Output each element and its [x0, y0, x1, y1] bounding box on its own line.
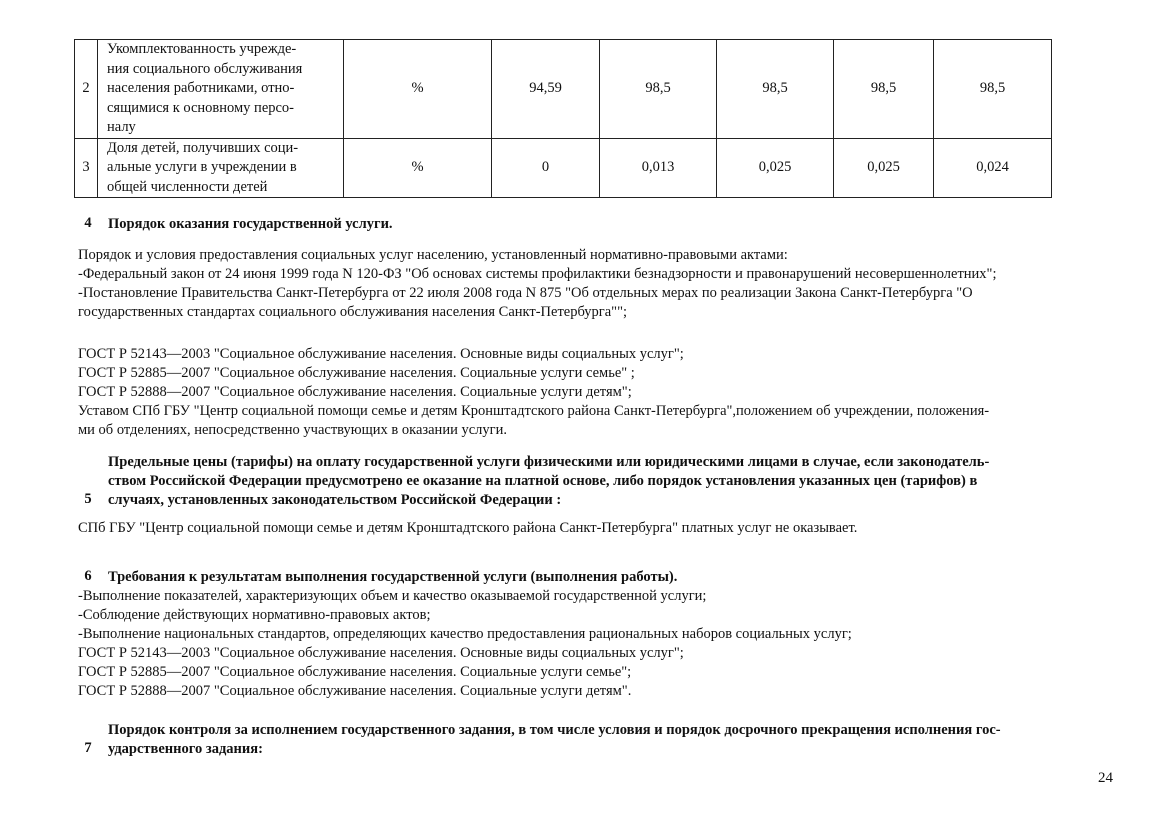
section-5-heading-line: ством Российской Федерации предусмотрено ее оказание на платной основе, либо порядок установления указанных цен (тарифов) в [108, 473, 978, 489]
desc-line: альные услуги в учреждении в [107, 159, 297, 175]
table-row [75, 138, 1052, 198]
value-cell: 98,5 [934, 40, 1052, 139]
indicator-description [98, 40, 344, 139]
section-4-line: государственных стандартах социального обслуживания населения Санкт-Петербурга""; [78, 304, 628, 320]
desc-line: Доля детей, получивших соци- [107, 139, 299, 156]
section-6-line: -Выполнение национальных стандартов, определяющих качество предоставления рациональных наборов социальных услуг; [78, 626, 852, 642]
section-4-line: -Федеральный закон от 24 июня 1999 года N 120-ФЗ "Об основах системы профилактики безнадзорности и правонарушений несовершеннолетних"; [78, 266, 997, 282]
page-number: 24 [1098, 770, 1113, 786]
section-6-heading: Требования к результатам выполнения государственной услуги (выполнения работы). [108, 569, 678, 585]
section-4-line: Уставом СПб ГБУ "Центр социальной помощи семье и детям Кронштадтского района Санкт-Петербурга",положением об учреждении, положения- [78, 403, 990, 419]
section-7-heading-line: ударственного задания: [108, 741, 263, 757]
value-cell: 0,025 [834, 138, 934, 198]
section-4-line: Порядок и условия предоставления социальных услуг населению, установленный нормативно-правовыми актами: [78, 247, 788, 263]
desc-line: ния социального обслуживания [107, 60, 303, 77]
section-4-number: 4 [84, 215, 92, 231]
section-4-line: -Постановление Правительства Санкт-Петербурга от 22 июля 2008 года N 875 "Об отдельных мерах по реализации Закона Санкт-Петербурга "О [78, 285, 973, 301]
section-4-line: ми об отделениях, непосредственно участвующих в оказании услуги. [78, 422, 507, 438]
desc-line: общей численности детей [107, 178, 268, 195]
section-6-number: 6 [84, 568, 92, 584]
section-5-heading-line: случаях, установленных законодательством Российской Федерации : [108, 492, 562, 508]
indicators-table [74, 39, 1052, 198]
section-5-text: СПб ГБУ "Центр социальной помощи семье и детям Кронштадтского района Санкт-Петербурга" платных услуг не оказывает. [78, 520, 858, 536]
desc-line: Укомплектованность учрежде- [107, 41, 297, 57]
value-cell: 0,024 [934, 138, 1052, 198]
section-5-number: 5 [84, 491, 92, 507]
value-cell: 0,025 [717, 138, 834, 198]
gost-line: ГОСТ Р 52888—2007 "Социальное обслуживание населения. Социальные услуги детям". [78, 683, 632, 699]
desc-line: налу [107, 119, 136, 135]
value-cell: 98,5 [834, 40, 934, 139]
section-4-heading: Порядок оказания государственной услуги. [108, 216, 393, 232]
value-cell: 98,5 [600, 40, 717, 139]
indicator-description [98, 138, 344, 198]
value-cell: 94,59 [492, 40, 600, 139]
table-row [75, 40, 1052, 139]
section-6-line: -Выполнение показателей, характеризующих объем и качество оказываемой государственной услуги; [78, 588, 707, 604]
unit-cell: % [344, 40, 492, 139]
desc-line: населения работниками, отно- [107, 80, 295, 96]
gost-line: ГОСТ Р 52888—2007 "Социальное обслуживание населения. Социальные услуги детям"; [78, 384, 632, 400]
desc-line: сящимися к основному персо- [107, 99, 295, 116]
unit-cell: % [344, 138, 492, 198]
section-7-number: 7 [84, 740, 92, 756]
section-6-line: -Соблюдение действующих нормативно-правовых актов; [78, 607, 431, 623]
section-5-heading-line: Предельные цены (тарифы) на оплату государственной услуги физическими или юридическими лицами в случае, если законодатель- [108, 454, 990, 470]
value-cell: 98,5 [717, 40, 834, 139]
row-number: 2 [75, 40, 98, 139]
gost-line: ГОСТ Р 52143—2003 "Социальное обслуживание населения. Основные виды социальных услуг"; [78, 346, 684, 362]
gost-line: ГОСТ Р 52885—2007 "Социальное обслуживание населения. Социальные услуги семье" ; [78, 365, 635, 381]
gost-line: ГОСТ Р 52885—2007 "Социальное обслуживание населения. Социальные услуги семье"; [78, 664, 632, 680]
value-cell: 0,013 [600, 138, 717, 198]
value-cell: 0 [492, 138, 600, 198]
section-7-heading-line: Порядок контроля за исполнением государственного задания, в том числе условия и порядок досрочного прекращения исполнения гос- [108, 722, 1001, 738]
gost-line: ГОСТ Р 52143—2003 "Социальное обслуживание населения. Основные виды социальных услуг"; [78, 645, 684, 661]
row-number: 3 [75, 138, 98, 198]
